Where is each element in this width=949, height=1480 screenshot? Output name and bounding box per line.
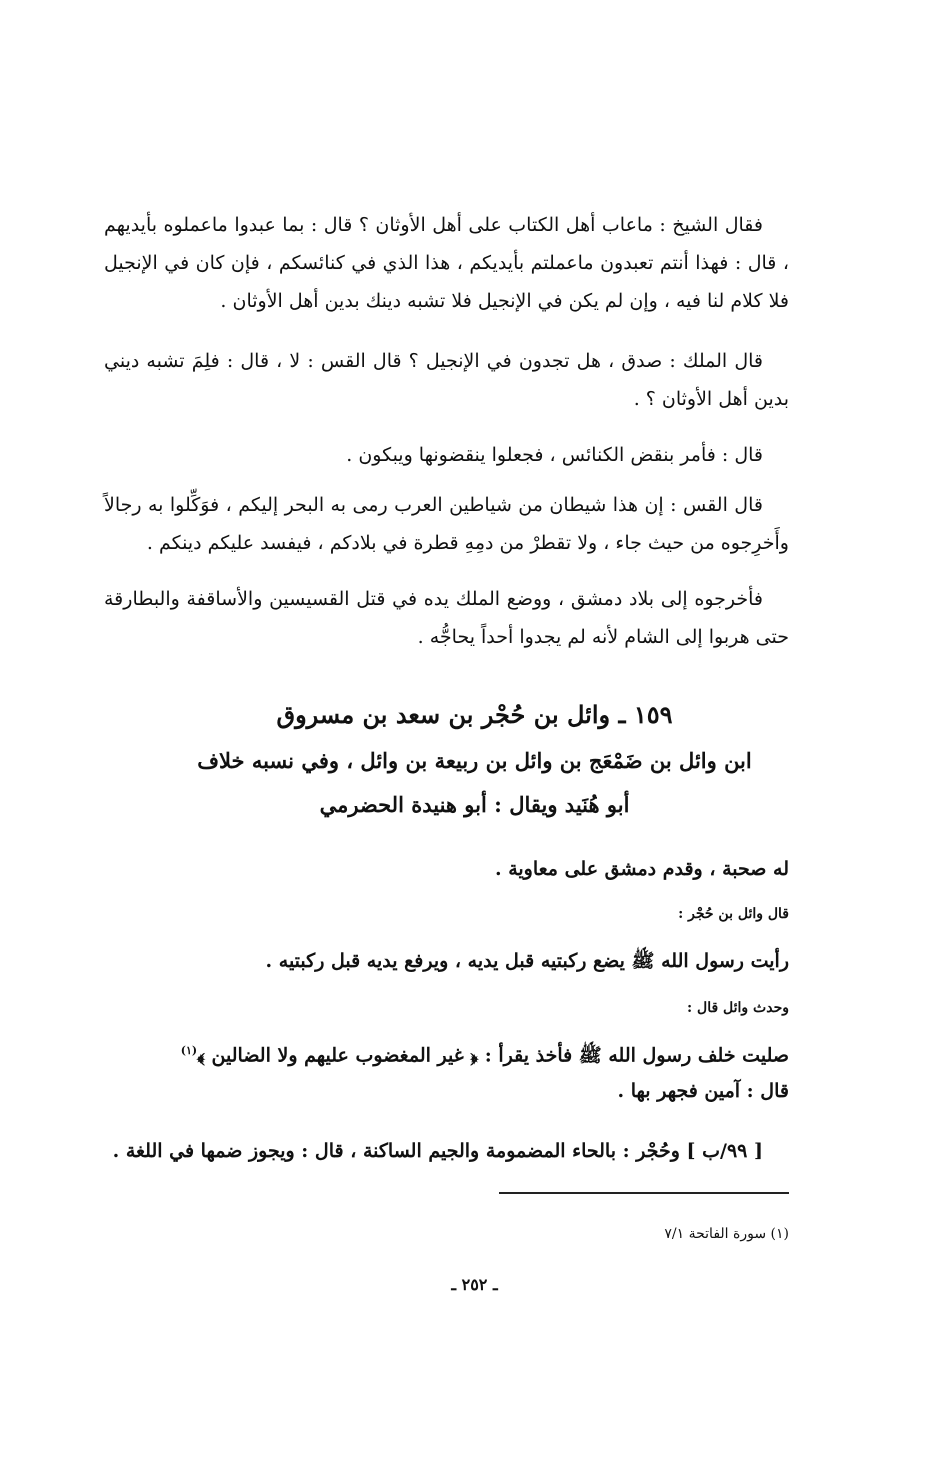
entry-subtitle-line2: أبو هُنَيد ويقال : أبو هنيدة الحضرمي [319, 792, 630, 817]
name-pronunciation-note: [ ٩٩/ب ] وحُجْر : بالحاء المضمومة والجيم الساكنة ، قال : ويجوز ضمها في اللغة . [112, 1140, 763, 1162]
paragraph-sheikh-speech: فقال الشيخ : ماعاب أهل الكتاب على أهل الأوثان ؟ قال : بما عبدوا ماعملوه بأيديهم ، قال : فهذا أنتم تعبدون ماعملتم بأيديكم ، هذا الذي في كنائسكم ، فإن كان في الإنجيل فلا كلام لنا فيه ، وإن لم يكن في الإنجيل فلا تشبه دينك بدين أهل الأوثان . [104, 214, 789, 312]
footnote-marker: (١) [180, 1044, 198, 1057]
footnote-text: (١) سورة الفاتحة ٧/١ [664, 1226, 789, 1242]
hadith1-text: رأيت رسول الله ﷺ يضع ركبتيه قبل يديه ، ويرفع يديه قبل ركبتيه . [265, 950, 789, 972]
paragraph-damascus: فأخرجوه إلى بلاد دمشق ، ووضع الملك يده في قتل القسيسين والأساقفة والبطارقة حتى هربوا إلى الشام لأنه لم يجدوا أحداً يحاجُّه . [104, 588, 789, 648]
footnote-separator [499, 1192, 789, 1194]
hadith1-label: قال وائل بن حُجْر : [678, 906, 789, 922]
paragraph-king-reply: قال الملك : صدق ، هل تجدون في الإنجيل ؟ قال القس : لا ، قال : فلِمَ تشبه ديني بدين أهل الأوثان ؟ . [104, 350, 789, 410]
paragraph-priest: قال القس : إن هذا شيطان من شياطين العرب رمى به البحر إليكم ، فوَكِّلوا به رجالاً وأَخرِجوه من حيث جاء ، ولا تقطرْ من دمِهِ قطرة في بلادكم ، فيفسد عليكم دينكم . [104, 494, 789, 554]
hadith2-ending: قال : آمين فجهر بها . [617, 1080, 789, 1102]
hadith2-label: وحدث وائل قال : [686, 1000, 789, 1016]
hadith2-main: صليت خلف رسول الله ﷺ فأخذ يقرأ : ﴿ غير المغضوب عليهم ولا الضالين ﴾ [197, 1044, 789, 1067]
paragraph-churches: قال : فأمر بنقض الكنائس ، فجعلوا ينقضونها ويبكون . [346, 444, 763, 466]
hadith2-text [104, 1032, 789, 1074]
page-number: ـ ٢٥٢ ـ [451, 1275, 498, 1294]
entry-intro: له صحبة ، وقدم دمشق على معاوية . [494, 858, 789, 880]
entry-subtitle-line1: ابن وائل بن ضَمْعَج بن وائل بن ربيعة بن وائل ، وفي نسبه خلاف [197, 748, 752, 773]
entry-title: ١٥٩ ـ وائل بن حُجْر بن سعد بن مسروق [276, 700, 673, 729]
